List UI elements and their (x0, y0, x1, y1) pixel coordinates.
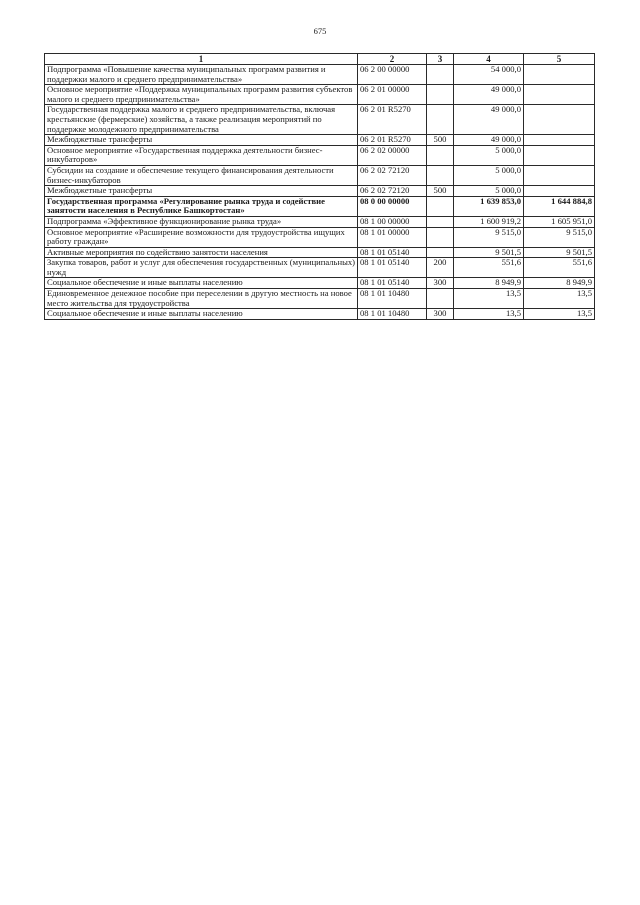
cell-amount-5 (524, 85, 595, 105)
cell-code: 06 2 02 72120 (358, 186, 427, 197)
cell-name: Государственная поддержка малого и среднего предпринимательства, включая крестьянские (фермерские) хозяйства, а также реализация мероприятий по поддержке молодежного предпринимательства (45, 105, 358, 135)
cell-expense-type (427, 85, 454, 105)
table-row (45, 227, 595, 247)
table-row (45, 186, 595, 197)
cell-amount-4: 9 515,0 (454, 227, 524, 247)
cell-amount-4: 5 000,0 (454, 186, 524, 197)
cell-amount-4: 54 000,0 (454, 65, 524, 85)
cell-expense-type (427, 145, 454, 165)
cell-name: Межбюджетные трансферты (45, 135, 358, 146)
table-body (45, 65, 595, 320)
cell-code: 08 1 01 05140 (358, 258, 427, 278)
table-row (45, 309, 595, 320)
cell-amount-5: 8 949,9 (524, 278, 595, 289)
cell-expense-type: 500 (427, 135, 454, 146)
cell-code: 06 2 01 00000 (358, 85, 427, 105)
column-header-code: 2 (358, 54, 427, 65)
cell-code: 08 1 01 10480 (358, 309, 427, 320)
cell-name: Государственная программа «Регулирование рынка труда и содействие занятости населения в Республике Башкортостан» (45, 196, 358, 216)
cell-name: Субсидии на создание и обеспечение текущего финансирования деятельности бизнес-инкубаторов (45, 165, 358, 185)
cell-name: Основное мероприятие «Государственная поддержка деятельности бизнес-инкубаторов» (45, 145, 358, 165)
table-row (45, 165, 595, 185)
cell-expense-type (427, 227, 454, 247)
cell-name: Единовременное денежное пособие при переселении в другую местность на новое место жительства для трудоустройства (45, 289, 358, 309)
table-row (45, 216, 595, 227)
cell-expense-type: 500 (427, 186, 454, 197)
cell-expense-type (427, 216, 454, 227)
cell-code: 06 2 02 00000 (358, 145, 427, 165)
column-header-type: 3 (427, 54, 454, 65)
cell-amount-4: 49 000,0 (454, 135, 524, 146)
table-row (45, 247, 595, 258)
table-row (45, 65, 595, 85)
cell-code: 06 2 02 72120 (358, 165, 427, 185)
cell-code: 08 1 01 10480 (358, 289, 427, 309)
cell-amount-4: 8 949,9 (454, 278, 524, 289)
cell-code: 06 2 01 R5270 (358, 135, 427, 146)
cell-name: Активные мероприятия по содействию занятости населения (45, 247, 358, 258)
cell-amount-5 (524, 165, 595, 185)
cell-code: 06 2 00 00000 (358, 65, 427, 85)
cell-amount-4: 551,6 (454, 258, 524, 278)
cell-expense-type (427, 289, 454, 309)
table-header-row (45, 54, 595, 65)
cell-name: Социальное обеспечение и иные выплаты населению (45, 278, 358, 289)
cell-amount-5 (524, 105, 595, 135)
table-row (45, 258, 595, 278)
cell-name: Основное мероприятие «Расширение возможности для трудоустройства ищущих работу граждан» (45, 227, 358, 247)
cell-amount-5: 13,5 (524, 309, 595, 320)
table-row (45, 196, 595, 216)
column-header-name: 1 (45, 54, 358, 65)
cell-code: 06 2 01 R5270 (358, 105, 427, 135)
cell-amount-5: 1 605 951,0 (524, 216, 595, 227)
cell-expense-type: 300 (427, 278, 454, 289)
cell-amount-5 (524, 135, 595, 146)
cell-amount-4: 13,5 (454, 289, 524, 309)
cell-expense-type (427, 165, 454, 185)
cell-name: Межбюджетные трансферты (45, 186, 358, 197)
table-row (45, 85, 595, 105)
cell-amount-5: 9 501,5 (524, 247, 595, 258)
table-row (45, 135, 595, 146)
cell-amount-5 (524, 145, 595, 165)
cell-expense-type: 300 (427, 309, 454, 320)
cell-amount-5 (524, 186, 595, 197)
cell-amount-4: 49 000,0 (454, 85, 524, 105)
cell-code: 08 1 01 05140 (358, 278, 427, 289)
cell-amount-4: 5 000,0 (454, 145, 524, 165)
cell-amount-4: 49 000,0 (454, 105, 524, 135)
table-row (45, 278, 595, 289)
cell-amount-4: 13,5 (454, 309, 524, 320)
column-header-amount-4: 4 (454, 54, 524, 65)
cell-amount-4: 1 639 853,0 (454, 196, 524, 216)
column-header-amount-5: 5 (524, 54, 595, 65)
page-number: 675 (313, 26, 327, 36)
cell-amount-4: 9 501,5 (454, 247, 524, 258)
cell-code: 08 1 01 00000 (358, 227, 427, 247)
cell-code: 08 1 00 00000 (358, 216, 427, 227)
cell-amount-4: 1 600 919,2 (454, 216, 524, 227)
cell-expense-type: 200 (427, 258, 454, 278)
cell-expense-type (427, 105, 454, 135)
cell-expense-type (427, 196, 454, 216)
table-row (45, 105, 595, 135)
cell-amount-5: 551,6 (524, 258, 595, 278)
cell-name: Социальное обеспечение и иные выплаты населению (45, 309, 358, 320)
cell-expense-type (427, 65, 454, 85)
table-row (45, 289, 595, 309)
cell-code: 08 1 01 05140 (358, 247, 427, 258)
cell-amount-5: 13,5 (524, 289, 595, 309)
cell-code: 08 0 00 00000 (358, 196, 427, 216)
cell-amount-4: 5 000,0 (454, 165, 524, 185)
cell-expense-type (427, 247, 454, 258)
cell-name: Подпрограмма «Повышение качества муниципальных программ развития и поддержки малого и среднего предпринимательства» (45, 65, 358, 85)
table-row (45, 145, 595, 165)
cell-name: Подпрограмма «Эффективное функционирование рынка труда» (45, 216, 358, 227)
cell-name: Основное мероприятие «Поддержка муниципальных программ развития субъектов малого и среднего предпринимательства» (45, 85, 358, 105)
cell-amount-5: 9 515,0 (524, 227, 595, 247)
budget-table (44, 53, 595, 320)
cell-amount-5: 1 644 884,8 (524, 196, 595, 216)
cell-name: Закупка товаров, работ и услуг для обеспечения государственных (муниципальных) нужд (45, 258, 358, 278)
cell-amount-5 (524, 65, 595, 85)
